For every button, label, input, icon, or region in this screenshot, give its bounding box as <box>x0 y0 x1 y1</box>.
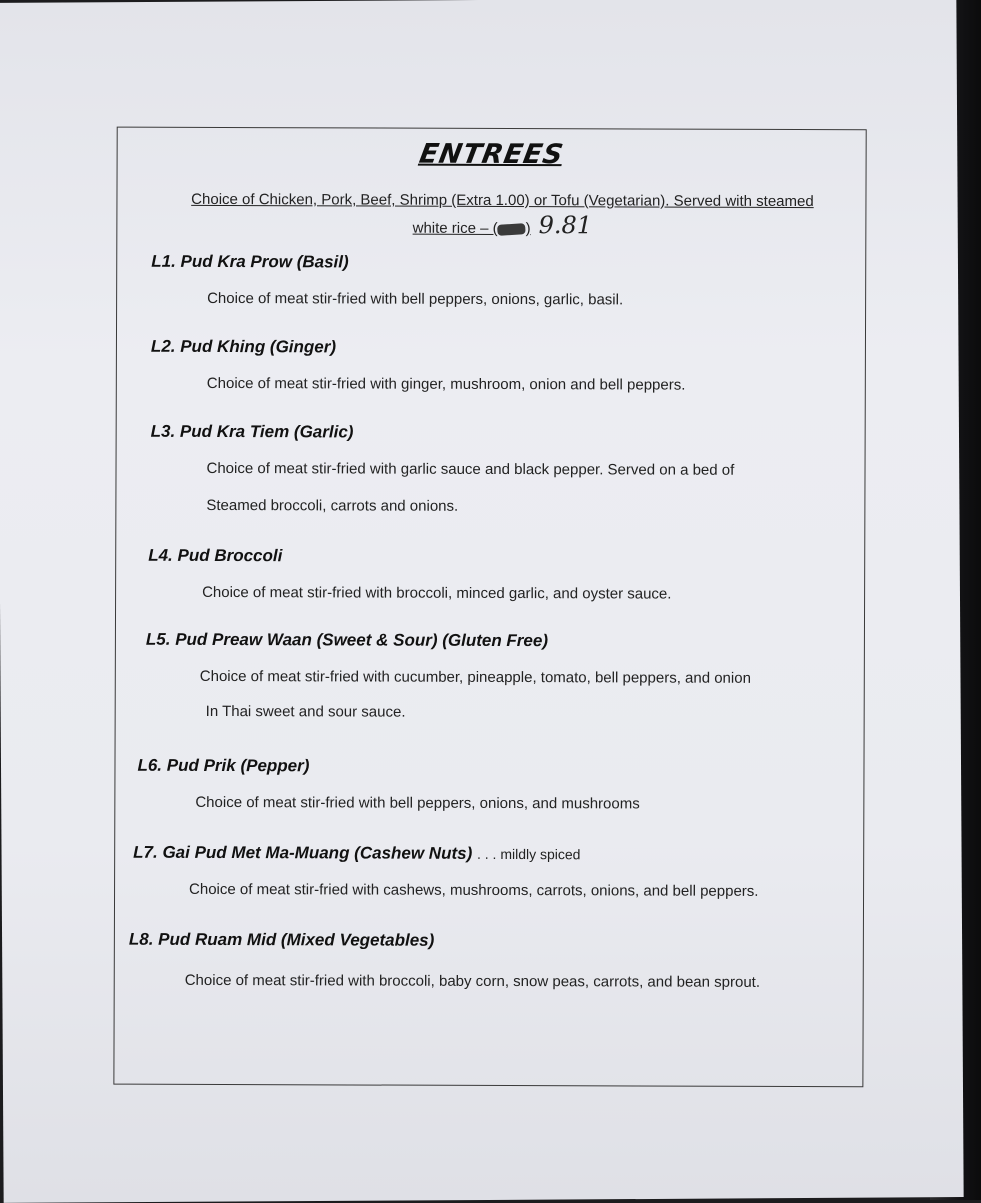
item-description: Choice of meat stir-fried with broccoli, baby corn, snow peas, carrots, and bean sprout. <box>184 971 761 991</box>
item-title: L1. Pud Kra Prow (Basil) <box>151 251 349 272</box>
intro-line-1: Choice of Chicken, Pork, Beef, Shrimp (Extra 1.00) or Tofu (Vegetarian). Served with steamed <box>191 190 814 211</box>
menu-item-l3 <box>116 422 864 517</box>
item-description-line-2: Steamed broccoli, carrots and onions. <box>206 496 459 515</box>
menu-item-l2 <box>117 337 865 395</box>
item-description: Choice of meat stir-fried with garlic sauce and black pepper. Served on a bed of <box>206 459 735 479</box>
intro-line-2-suffix: ) <box>525 220 531 238</box>
crossed-out-price <box>497 223 526 236</box>
item-title: L5. Pud Preaw Waan (Sweet & Sour) (Gluten Free) <box>145 629 549 651</box>
item-title-row <box>133 843 863 866</box>
spice-note: . . . mildly spiced <box>476 845 581 863</box>
menu-frame <box>113 127 866 1088</box>
menu-item-l8 <box>115 930 863 992</box>
item-description: Choice of meat stir-fried with cashews, mushrooms, carrots, onions, and bell peppers. <box>189 880 759 900</box>
item-description: Choice of meat stir-fried with bell peppers, onions, and mushrooms <box>195 793 640 813</box>
item-title: L4. Pud Broccoli <box>148 545 283 566</box>
menu-item-l4 <box>116 546 864 604</box>
item-description: Choice of meat stir-fried with broccoli, minced garlic, and oyster sauce. <box>202 583 672 603</box>
item-title: L6. Pud Prik (Pepper) <box>137 755 310 776</box>
item-description: Choice of meat stir-fried with ginger, mushroom, onion and bell peppers. <box>206 374 686 394</box>
intro-text <box>157 188 847 242</box>
item-title: L7. Gai Pud Met Ma-Muang (Cashew Nuts) <box>133 842 473 863</box>
menu-item-l5 <box>116 630 864 723</box>
item-description: Choice of meat stir-fried with bell peppers, onions, garlic, basil. <box>207 289 624 309</box>
section-heading: ENTREES <box>417 138 567 171</box>
item-description-line-2: In Thai sweet and sour sauce. <box>205 702 406 721</box>
item-title: L8. Pud Ruam Mid (Mixed Vegetables) <box>128 929 435 950</box>
handwritten-price: 9.81 <box>538 211 593 240</box>
menu-item-l6 <box>115 756 863 814</box>
item-title: L2. Pud Khing (Ginger) <box>150 336 337 357</box>
item-description: Choice of meat stir-fried with cucumber, pineapple, tomato, bell peppers, and onion <box>199 667 751 687</box>
menu-item-l7 <box>115 843 863 901</box>
item-title: L3. Pud Kra Tiem (Garlic) <box>150 421 354 442</box>
menu-item-l1 <box>117 252 865 310</box>
intro-line-2-prefix: white rice – ( <box>412 219 498 237</box>
